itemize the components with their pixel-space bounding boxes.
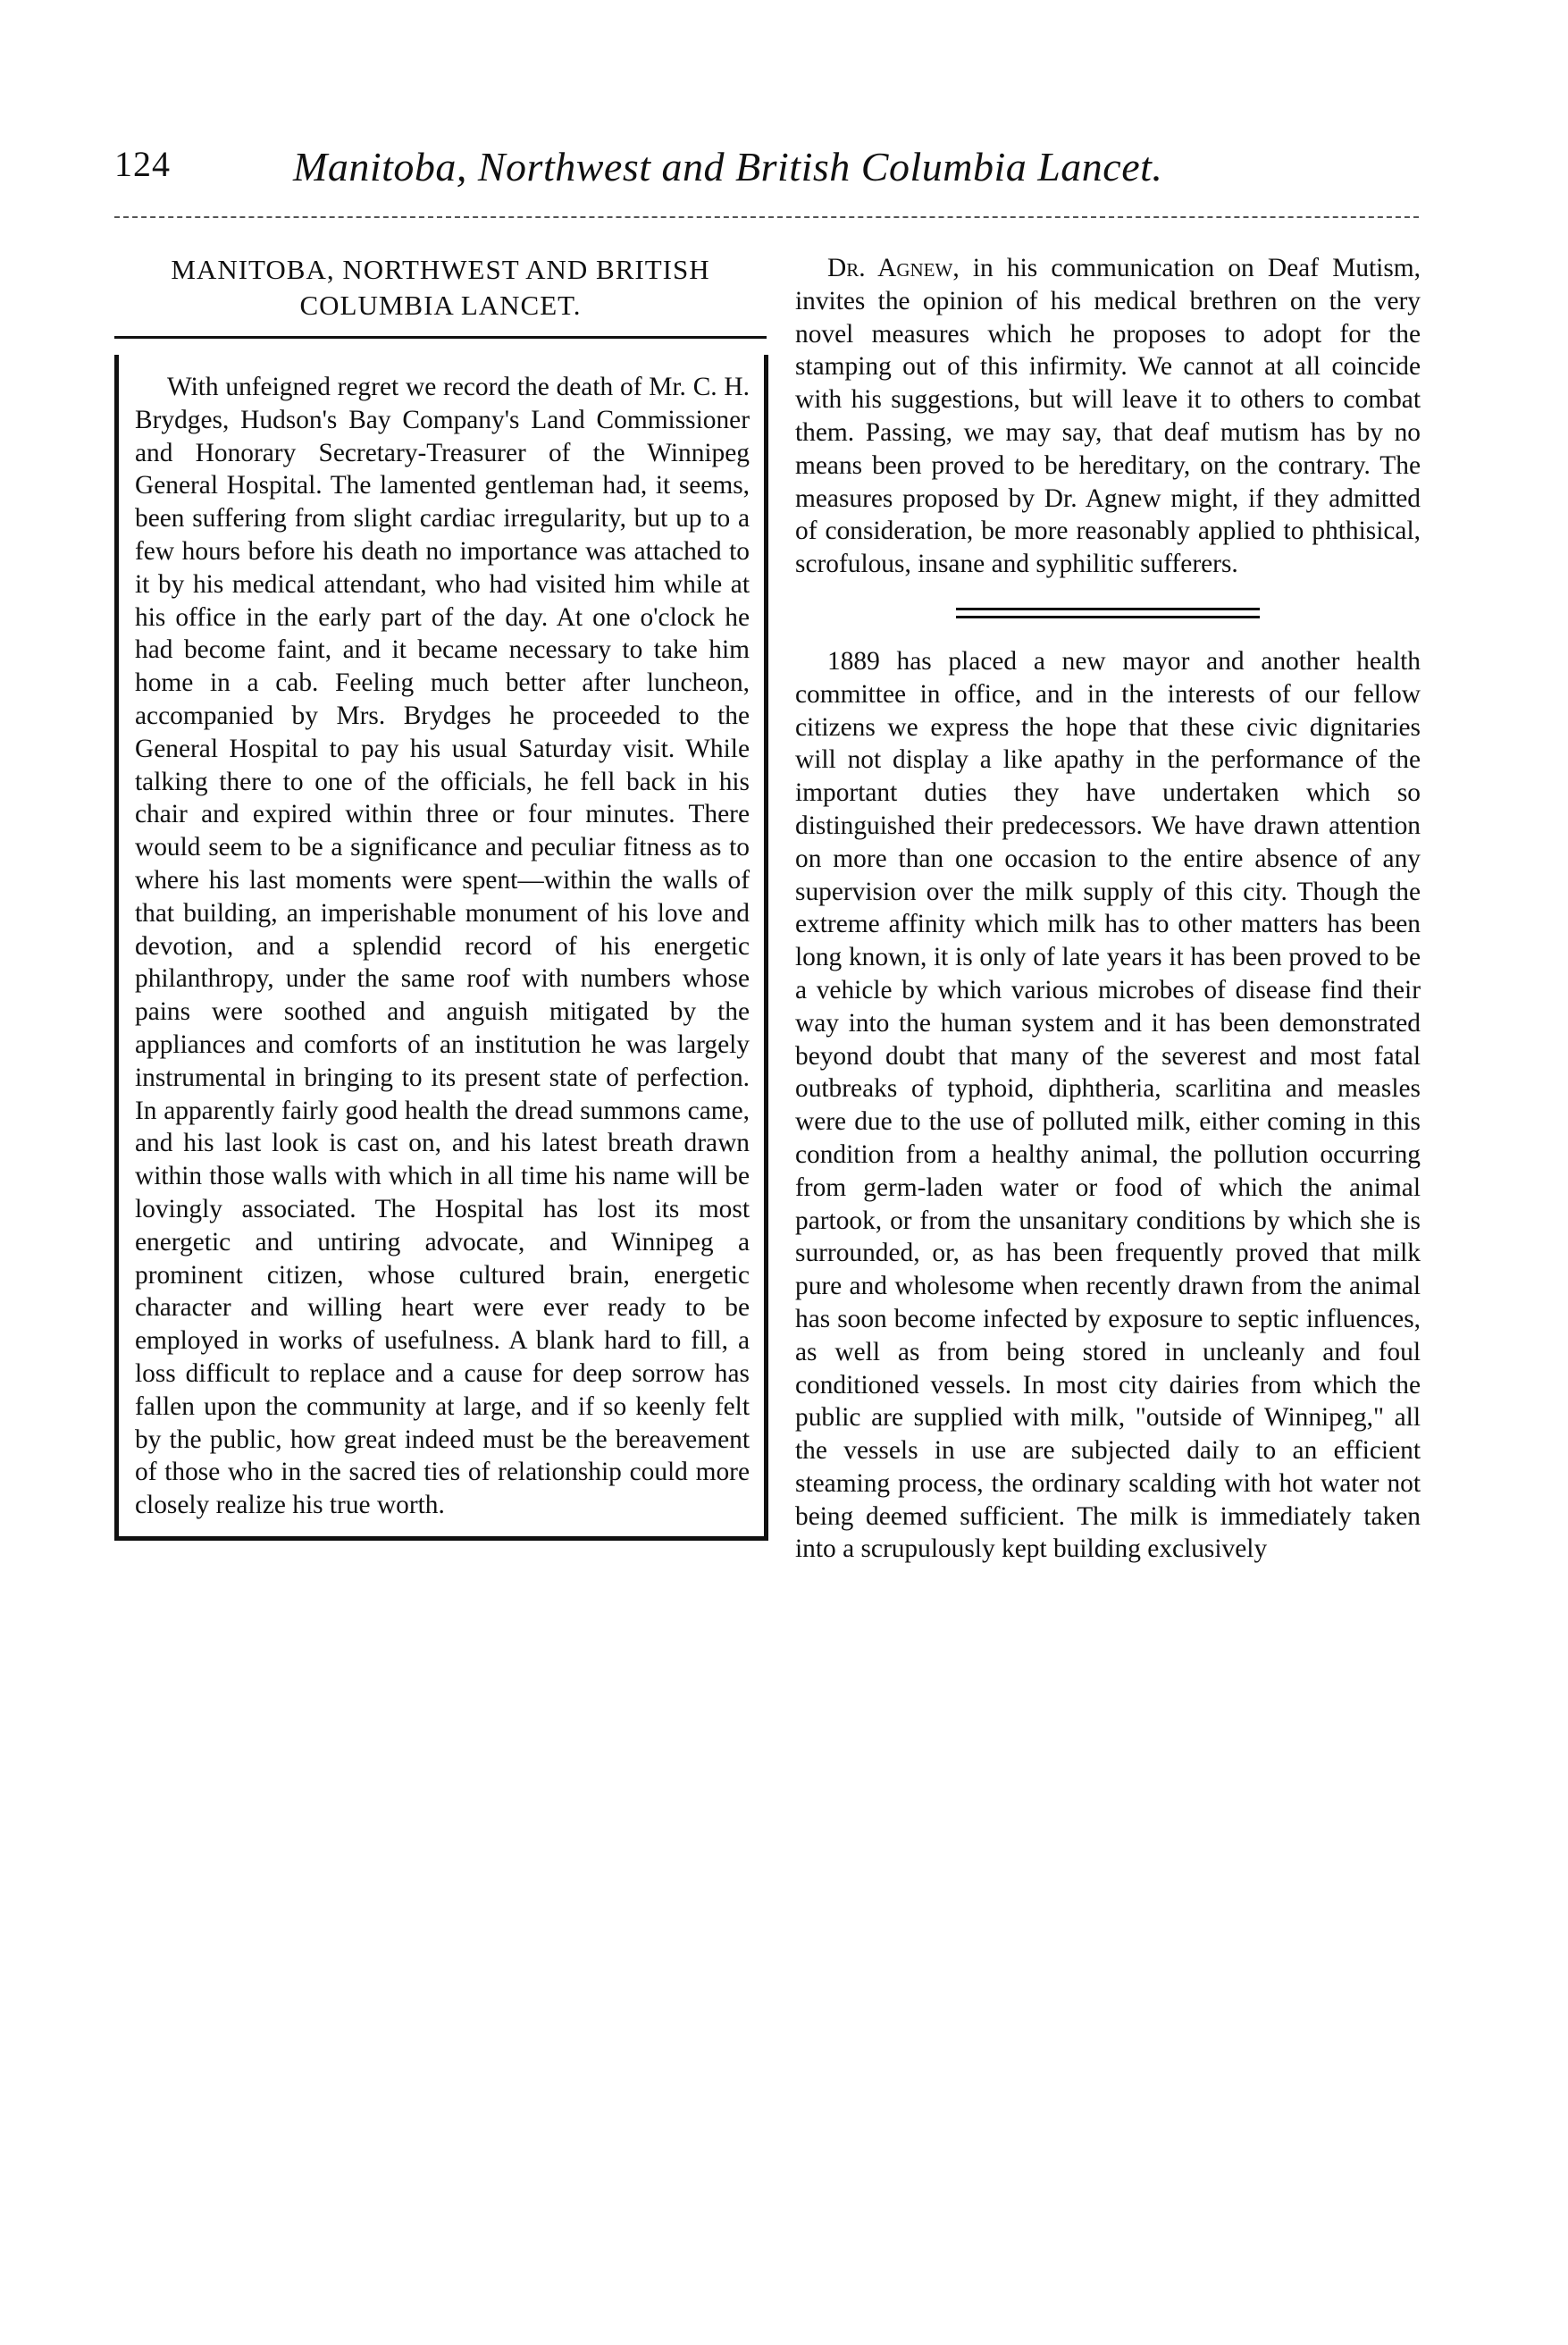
running-header	[114, 143, 1419, 197]
obituary-paragraph	[135, 371, 750, 1522]
obituary-text: With unfeigned regret we record the death of Mr. C. H. Brydges, Hudson's Bay Company's Land Commissioner and Honorary Secretary-Treasurer of the Winnipeg General Hospital. The lamented gentleman had, it seems, been suffering from slight cardiac irregularity, but up to a few hours before his death no importance was attached to it by his medical attendant, who had visited him while at his office in the early part of the day. At one o'clock he had become faint, and it became necessary to take him home in a cab. Feeling much better after luncheon, accompanied by Mrs. Brydges he proceeded to the General Hospital to pay his usual Saturday visit. While talking there to one of the officials, he fell back in his chair and expired within three or four minutes. There would seem to be a significance and peculiar fitness as to where his last moments were spent—within the walls of that building, an imperishable monument of his love and devotion, and a splendid record of his energetic philanthropy, under the same roof with numbers whose pains were soothed and anguish mitigated by the appliances and comforts of an institution he was largely instrumental in bringing to its present state of perfection. In apparently fairly good health the dread summons came, and his last look is cast on, and his latest breath drawn within those walls with which in all time his name will be lovingly associated. The Hospital has lost its most energetic and untiring advocate, and Winnipeg a prominent citizen, whose cultured brain, energetic character and willing heart were ever ready to be employed in works of usefulness. A blank hard to fill, a loss difficult to replace and a cause for deep sorrow has fallen upon the community at large, and if so keenly felt by the public, how great indeed must be the bereavement of those who in the sacred ties of relationship could more closely realize his true worth.	[135, 373, 750, 1520]
agnew-text: , in his communication on Deaf Mutism, invites the opinion of his medical brethren on the very novel measures which he proposes to adopt for the stamping out of this infirmity. We cannot at all coincide with his suggestions, but will leave it to others to combat them. Passing, we may say, that deaf mutism has by no means been proved to be hereditary, on the contrary. The measures proposed by Dr. Agnew might, if they admitted of consideration, be more reasonably applied to phthisical, scrofulous, insane and syphilitic sufferers.	[795, 254, 1421, 579]
left-column	[114, 252, 767, 1541]
agnew-lead: Dr. Agnew	[827, 254, 953, 282]
section-heading	[114, 252, 767, 324]
obituary-box	[114, 355, 768, 1541]
milk-paragraph	[795, 645, 1421, 1566]
section-break-line-2	[956, 616, 1260, 618]
agnew-paragraph	[795, 252, 1421, 581]
right-column	[795, 252, 1421, 1566]
heading-line-1: MANITOBA, NORTHWEST AND BRITISH	[171, 254, 710, 285]
section-break	[956, 608, 1260, 618]
journal-title: Manitoba, Northwest and British Columbia Lancet.	[293, 144, 1163, 189]
milk-text: 1889 has placed a new mayor and another health committee in office, and in the interests of our fellow citizens we express the hope that these civic dignitaries will not display a like apathy in the performance of the important duties they have undertaken which so distinguished their predecessors. We have drawn attention on more than one occasion to the entire absence of any supervision over the milk supply of this city. Though the extreme affinity which milk has to other matters has been long known, it is only of late years it has been proved to be a vehicle by which various microbes of disease find their way into the human system and it has been demonstrated beyond doubt that many of the severest and most fatal outbreaks of typhoid, diphtheria, scarlitina and measles were due to the use of polluted milk, either coming in this condition from a healthy animal, the pollution occurring from germ-laden water or food of which the animal partook, or from the unsanitary conditions by which she is surrounded, or, as has been frequently proved that milk pure and wholesome when recently drawn from the animal has soon become infected by exposure to septic influences, as well as from being stored in uncleanly and foul conditioned vessels. In most city dairies from which the public are supplied with milk, "outside of Winnipeg," all the vessels in use are subjected daily to an efficient steaming process, the ordinary scalding with hot water not being deemed sufficient. The milk is immediately taken into a scrupulously kept building exclusively	[795, 646, 1421, 1564]
header-rule	[114, 216, 1419, 218]
heading-rule	[114, 336, 767, 339]
heading-line-2: COLUMBIA LANCET.	[299, 290, 582, 321]
page-number: 124	[114, 144, 171, 184]
section-break-line-1	[956, 608, 1260, 610]
